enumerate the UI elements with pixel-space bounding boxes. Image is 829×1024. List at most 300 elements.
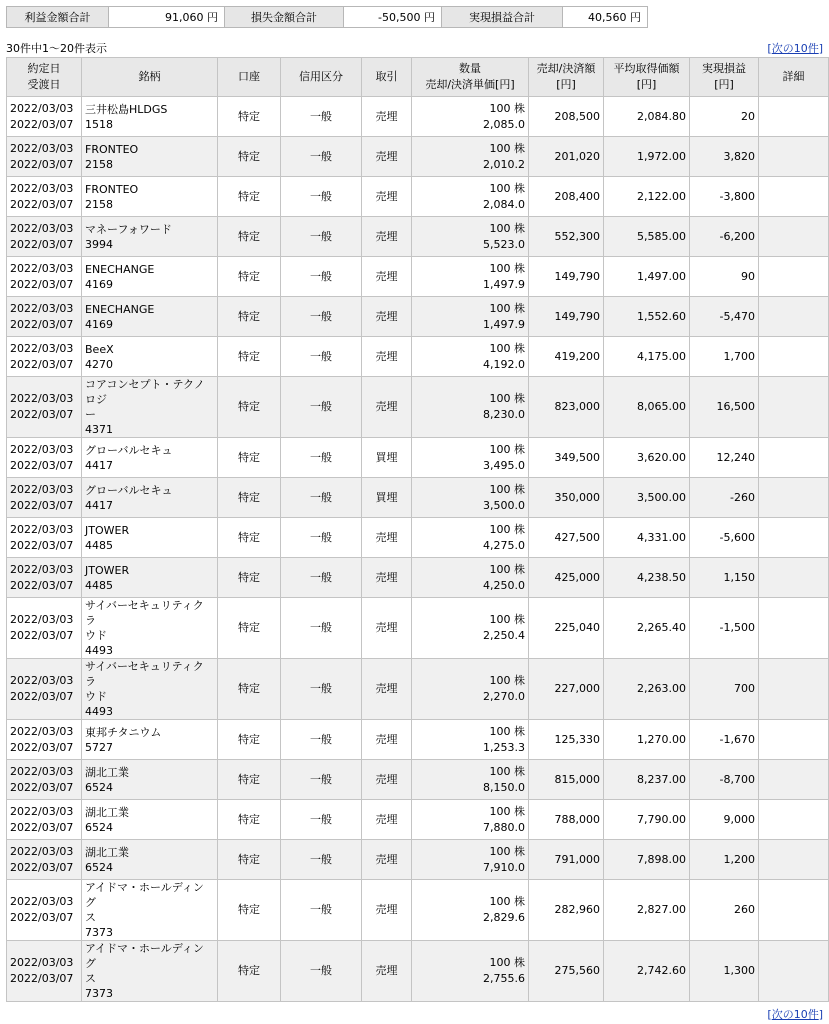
security-name-cell <box>82 720 218 760</box>
header-trade: 取引 <box>362 58 412 97</box>
amount-cell: 225,040 <box>529 598 604 659</box>
amount-cell: 815,000 <box>529 760 604 800</box>
avg-cost-cell: 2,742.60 <box>604 941 690 1002</box>
trade-type-cell: 売埋 <box>362 558 412 598</box>
credit-type-cell: 一般 <box>281 720 362 760</box>
account-cell: 特定 <box>218 438 281 478</box>
avg-cost-cell: 1,497.00 <box>604 257 690 297</box>
detail-cell <box>759 760 829 800</box>
avg-cost-cell: 4,175.00 <box>604 337 690 377</box>
credit-type-cell: 一般 <box>281 377 362 438</box>
unit-price: 4,250.0 <box>483 578 525 592</box>
security-name-line: 湖北工業 <box>85 805 129 819</box>
trade-date: 2022/03/03 <box>10 562 74 576</box>
quantity: 100 株 <box>489 181 525 195</box>
security-name-line: JTOWER <box>85 523 130 537</box>
settle-date: 2022/03/07 <box>10 157 74 171</box>
realized-pl-cell: 9,000 <box>690 800 759 840</box>
qty-price-cell <box>412 840 529 880</box>
account-cell: 特定 <box>218 659 281 720</box>
account-cell: 特定 <box>218 297 281 337</box>
date-cell <box>7 518 82 558</box>
unit-price: 3,495.0 <box>483 458 525 472</box>
settle-date: 2022/03/07 <box>10 780 74 794</box>
realized-pl-cell: -1,670 <box>690 720 759 760</box>
trade-date: 2022/03/03 <box>10 141 74 155</box>
date-cell <box>7 840 82 880</box>
profit-total-label: 利益金額合計 <box>7 7 109 28</box>
quantity: 100 株 <box>489 482 525 496</box>
trade-date: 2022/03/03 <box>10 844 74 858</box>
amount-cell: 788,000 <box>529 800 604 840</box>
security-name-line: マネーフォワード <box>85 222 172 236</box>
qty-price-cell <box>412 941 529 1002</box>
date-cell <box>7 659 82 720</box>
security-name-cell <box>82 438 218 478</box>
security-name-cell <box>82 941 218 1002</box>
security-name-cell <box>82 257 218 297</box>
header-amount-unit: [円] <box>556 78 576 91</box>
qty-price-cell <box>412 137 529 177</box>
realized-pl-cell: 260 <box>690 880 759 941</box>
security-name-line: 4485 <box>85 538 113 552</box>
credit-type-cell: 一般 <box>281 880 362 941</box>
quantity: 100 株 <box>489 895 525 908</box>
security-name-cell <box>82 880 218 941</box>
detail-cell <box>759 297 829 337</box>
realized-pl-cell: 700 <box>690 659 759 720</box>
amount-cell: 227,000 <box>529 659 604 720</box>
credit-type-cell: 一般 <box>281 800 362 840</box>
trade-type-cell: 売埋 <box>362 941 412 1002</box>
security-name-line: 三井松島HLDGS <box>85 102 168 116</box>
detail-cell <box>759 257 829 297</box>
settle-date: 2022/03/07 <box>10 740 74 754</box>
next-page-link-bottom[interactable]: 次の10件 <box>771 1008 819 1021</box>
account-cell: 特定 <box>218 558 281 598</box>
qty-price-cell <box>412 337 529 377</box>
avg-cost-cell: 1,270.00 <box>604 720 690 760</box>
realized-total-value: 40,560 円 <box>563 7 648 28</box>
security-name-line: 4485 <box>85 578 113 592</box>
trade-type-cell: 売埋 <box>362 257 412 297</box>
security-name-cell <box>82 760 218 800</box>
credit-type-cell: 一般 <box>281 217 362 257</box>
date-cell <box>7 438 82 478</box>
detail-cell <box>759 438 829 478</box>
avg-cost-cell: 8,237.00 <box>604 760 690 800</box>
avg-cost-cell: 7,790.00 <box>604 800 690 840</box>
settle-date: 2022/03/07 <box>10 117 74 131</box>
trade-date: 2022/03/03 <box>10 221 74 235</box>
table-row <box>7 438 829 478</box>
unit-price: 2,084.0 <box>483 197 525 211</box>
settle-date: 2022/03/07 <box>10 860 74 874</box>
trade-type-cell: 売埋 <box>362 177 412 217</box>
date-cell <box>7 177 82 217</box>
settle-date: 2022/03/07 <box>10 578 74 592</box>
account-cell: 特定 <box>218 800 281 840</box>
table-row <box>7 518 829 558</box>
qty-price-cell <box>412 377 529 438</box>
detail-cell <box>759 659 829 720</box>
header-pl <box>690 58 759 97</box>
credit-type-cell: 一般 <box>281 558 362 598</box>
trade-date: 2022/03/03 <box>10 101 74 115</box>
avg-cost-cell: 2,827.00 <box>604 880 690 941</box>
realized-pl-cell: -8,700 <box>690 760 759 800</box>
qty-price-cell <box>412 257 529 297</box>
avg-cost-cell: 7,898.00 <box>604 840 690 880</box>
trade-date: 2022/03/03 <box>10 301 74 315</box>
realized-pl-cell: 16,500 <box>690 377 759 438</box>
table-row <box>7 297 829 337</box>
qty-price-cell <box>412 518 529 558</box>
trade-type-cell: 売埋 <box>362 800 412 840</box>
date-cell <box>7 217 82 257</box>
security-name-line: サイバーセキュリティクラ <box>85 660 204 688</box>
unit-price: 2,010.2 <box>483 157 525 171</box>
date-cell <box>7 337 82 377</box>
security-name-line: 湖北工業 <box>85 765 129 779</box>
account-cell: 特定 <box>218 720 281 760</box>
trade-date: 2022/03/03 <box>10 482 74 496</box>
avg-cost-cell: 2,263.00 <box>604 659 690 720</box>
unit-price: 2,829.6 <box>483 911 525 924</box>
settle-date: 2022/03/07 <box>10 408 74 421</box>
trade-type-cell: 売埋 <box>362 720 412 760</box>
realized-pl-cell: -5,600 <box>690 518 759 558</box>
account-cell: 特定 <box>218 840 281 880</box>
security-name-line: 7373 <box>85 926 113 939</box>
quantity: 100 株 <box>489 141 525 155</box>
account-cell: 特定 <box>218 478 281 518</box>
security-name-line: グローバルセキュ <box>85 483 173 497</box>
trade-history-table <box>6 57 829 1002</box>
table-row <box>7 177 829 217</box>
account-cell: 特定 <box>218 177 281 217</box>
date-cell <box>7 137 82 177</box>
trade-type-cell: 買埋 <box>362 438 412 478</box>
trade-date: 2022/03/03 <box>10 522 74 536</box>
avg-cost-cell: 3,500.00 <box>604 478 690 518</box>
trade-type-cell: 売埋 <box>362 377 412 438</box>
trade-date: 2022/03/03 <box>10 724 74 738</box>
unit-price: 4,192.0 <box>483 357 525 371</box>
trade-date: 2022/03/03 <box>10 895 74 908</box>
detail-cell <box>759 337 829 377</box>
qty-price-cell <box>412 880 529 941</box>
unit-price: 7,880.0 <box>483 820 525 834</box>
unit-price: 7,910.0 <box>483 860 525 874</box>
realized-pl-cell: 12,240 <box>690 438 759 478</box>
security-name-cell <box>82 337 218 377</box>
trade-type-cell: 売埋 <box>362 337 412 377</box>
table-row <box>7 137 829 177</box>
unit-price: 8,230.0 <box>483 408 525 421</box>
account-cell: 特定 <box>218 137 281 177</box>
trade-type-cell: 売埋 <box>362 137 412 177</box>
header-account: 口座 <box>218 58 281 97</box>
quantity: 100 株 <box>489 674 525 687</box>
header-avg-unit: [円] <box>636 78 657 91</box>
trade-type-cell: 売埋 <box>362 297 412 337</box>
security-name-line: 6524 <box>85 860 113 874</box>
realized-pl-cell: -1,500 <box>690 598 759 659</box>
trade-date: 2022/03/03 <box>10 442 74 456</box>
header-qty-label: 数量 <box>459 62 481 75</box>
table-row <box>7 558 829 598</box>
security-name-cell <box>82 840 218 880</box>
credit-type-cell: 一般 <box>281 941 362 1002</box>
security-name-line: 2158 <box>85 197 113 211</box>
unit-price: 2,085.0 <box>483 117 525 131</box>
realized-total-label: 実現損益合計 <box>442 7 563 28</box>
realized-pl-cell: 1,300 <box>690 941 759 1002</box>
detail-cell <box>759 598 829 659</box>
amount-cell: 208,500 <box>529 97 604 137</box>
qty-price-cell <box>412 659 529 720</box>
security-name-line: 2158 <box>85 157 113 171</box>
table-header <box>7 58 829 97</box>
amount-cell: 552,300 <box>529 217 604 257</box>
date-cell <box>7 720 82 760</box>
avg-cost-cell: 1,552.60 <box>604 297 690 337</box>
credit-type-cell: 一般 <box>281 257 362 297</box>
account-cell: 特定 <box>218 598 281 659</box>
qty-price-cell <box>412 297 529 337</box>
security-name-cell <box>82 659 218 720</box>
security-name-line: コアコンセプト・テクノロジ <box>85 378 205 406</box>
security-name-line: ス <box>85 911 96 924</box>
security-name-line: アイドマ・ホールディング <box>85 942 204 970</box>
security-name-cell <box>82 558 218 598</box>
security-name-line: 4371 <box>85 423 113 436</box>
credit-type-cell: 一般 <box>281 97 362 137</box>
security-name-line: JTOWER <box>85 563 130 577</box>
settle-date: 2022/03/07 <box>10 458 74 472</box>
avg-cost-cell: 8,065.00 <box>604 377 690 438</box>
settle-date: 2022/03/07 <box>10 498 74 512</box>
qty-price-cell <box>412 177 529 217</box>
trade-type-cell: 売埋 <box>362 217 412 257</box>
security-name-line: 湖北工業 <box>85 845 129 859</box>
avg-cost-cell: 2,265.40 <box>604 598 690 659</box>
trade-type-cell: 売埋 <box>362 880 412 941</box>
security-name-line: 6524 <box>85 820 113 834</box>
avg-cost-cell: 4,331.00 <box>604 518 690 558</box>
table-row <box>7 840 829 880</box>
date-cell <box>7 800 82 840</box>
avg-cost-cell: 4,238.50 <box>604 558 690 598</box>
settle-date: 2022/03/07 <box>10 237 74 251</box>
summary-table <box>6 6 648 28</box>
unit-price: 2,270.0 <box>483 690 525 703</box>
table-row <box>7 337 829 377</box>
qty-price-cell <box>412 558 529 598</box>
security-name-line: アイドマ・ホールディング <box>85 881 204 909</box>
trade-date: 2022/03/03 <box>10 613 74 626</box>
security-name-line: ス <box>85 972 96 985</box>
table-row <box>7 720 829 760</box>
settle-date: 2022/03/07 <box>10 197 74 211</box>
qty-price-cell <box>412 800 529 840</box>
trade-date: 2022/03/03 <box>10 181 74 195</box>
header-dates <box>7 58 82 97</box>
unit-price: 5,523.0 <box>483 237 525 251</box>
header-amount-label: 売却/決済額 <box>536 62 596 75</box>
security-name-line: ENECHANGE <box>85 262 155 276</box>
credit-type-cell: 一般 <box>281 297 362 337</box>
date-cell <box>7 598 82 659</box>
date-cell <box>7 257 82 297</box>
account-cell: 特定 <box>218 377 281 438</box>
amount-cell: 349,500 <box>529 438 604 478</box>
realized-pl-cell: 1,200 <box>690 840 759 880</box>
qty-price-cell <box>412 438 529 478</box>
credit-type-cell: 一般 <box>281 840 362 880</box>
quantity: 100 株 <box>489 844 525 858</box>
trade-date: 2022/03/03 <box>10 261 74 275</box>
security-name-line: 東邦チタニウム <box>85 725 162 739</box>
amount-cell: 791,000 <box>529 840 604 880</box>
amount-cell: 275,560 <box>529 941 604 1002</box>
amount-cell: 427,500 <box>529 518 604 558</box>
detail-cell <box>759 377 829 438</box>
security-name-cell <box>82 598 218 659</box>
trade-date: 2022/03/03 <box>10 674 74 687</box>
trade-date: 2022/03/03 <box>10 956 74 969</box>
header-avg-label: 平均取得価額 <box>613 62 680 75</box>
detail-cell <box>759 518 829 558</box>
pagination-bottom: [次の10件] <box>767 1008 823 1021</box>
quantity: 100 株 <box>489 341 525 355</box>
header-pl-label: 実現損益 <box>702 62 746 75</box>
quantity: 100 株 <box>489 764 525 778</box>
trade-type-cell: 売埋 <box>362 97 412 137</box>
quantity: 100 株 <box>489 956 525 969</box>
header-name: 銘柄 <box>82 58 218 97</box>
profit-total-value: 91,060 円 <box>109 7 225 28</box>
next-page-link-top[interactable]: 次の10件 <box>771 42 819 55</box>
trade-type-cell: 売埋 <box>362 760 412 800</box>
settle-date: 2022/03/07 <box>10 820 74 834</box>
account-cell: 特定 <box>218 760 281 800</box>
quantity: 100 株 <box>489 522 525 536</box>
realized-pl-cell: -260 <box>690 478 759 518</box>
security-name-line: グローバルセキュ <box>85 443 173 457</box>
qty-price-cell <box>412 760 529 800</box>
header-credit: 信用区分 <box>281 58 362 97</box>
credit-type-cell: 一般 <box>281 337 362 377</box>
settle-date: 2022/03/07 <box>10 690 74 703</box>
avg-cost-cell: 2,084.80 <box>604 97 690 137</box>
realized-pl-cell: 1,150 <box>690 558 759 598</box>
credit-type-cell: 一般 <box>281 598 362 659</box>
credit-type-cell: 一般 <box>281 177 362 217</box>
amount-cell: 149,790 <box>529 257 604 297</box>
header-amount <box>529 58 604 97</box>
quantity: 100 株 <box>489 442 525 456</box>
security-name-cell <box>82 478 218 518</box>
loss-total-label: 損失金額合計 <box>225 7 344 28</box>
table-row <box>7 941 829 1002</box>
trade-type-cell: 売埋 <box>362 659 412 720</box>
quantity: 100 株 <box>489 392 525 405</box>
account-cell: 特定 <box>218 880 281 941</box>
detail-cell <box>759 558 829 598</box>
credit-type-cell: 一般 <box>281 438 362 478</box>
unit-price: 1,253.3 <box>483 740 525 754</box>
settle-date: 2022/03/07 <box>10 357 74 371</box>
security-name-line: 4417 <box>85 498 113 512</box>
amount-cell: 425,000 <box>529 558 604 598</box>
settle-date: 2022/03/07 <box>10 911 74 924</box>
trade-date: 2022/03/03 <box>10 804 74 818</box>
avg-cost-cell: 1,972.00 <box>604 137 690 177</box>
security-name-line: 4417 <box>85 458 113 472</box>
security-name-line: ENECHANGE <box>85 302 155 316</box>
table-row <box>7 800 829 840</box>
amount-cell: 208,400 <box>529 177 604 217</box>
account-cell: 特定 <box>218 941 281 1002</box>
security-name-cell <box>82 137 218 177</box>
qty-price-cell <box>412 217 529 257</box>
date-cell <box>7 297 82 337</box>
quantity: 100 株 <box>489 562 525 576</box>
quantity: 100 株 <box>489 221 525 235</box>
settle-date: 2022/03/07 <box>10 538 74 552</box>
table-row <box>7 257 829 297</box>
quantity: 100 株 <box>489 301 525 315</box>
detail-cell <box>759 840 829 880</box>
credit-type-cell: 一般 <box>281 478 362 518</box>
amount-cell: 149,790 <box>529 297 604 337</box>
qty-price-cell <box>412 97 529 137</box>
account-cell: 特定 <box>218 518 281 558</box>
unit-price: 4,275.0 <box>483 538 525 552</box>
amount-cell: 419,200 <box>529 337 604 377</box>
unit-price: 8,150.0 <box>483 780 525 794</box>
security-name-line: FRONTEO <box>85 142 139 156</box>
qty-price-cell <box>412 478 529 518</box>
credit-type-cell: 一般 <box>281 518 362 558</box>
realized-pl-cell: -5,470 <box>690 297 759 337</box>
date-cell <box>7 941 82 1002</box>
header-trade-date: 約定日 <box>27 62 61 75</box>
result-count: 30件中1～20件表示 <box>6 42 107 55</box>
security-name-line: FRONTEO <box>85 182 139 196</box>
avg-cost-cell: 5,585.00 <box>604 217 690 257</box>
table-row <box>7 880 829 941</box>
avg-cost-cell: 2,122.00 <box>604 177 690 217</box>
detail-cell <box>759 478 829 518</box>
security-name-line: 4493 <box>85 705 113 718</box>
security-name-line: 4493 <box>85 644 113 657</box>
security-name-line: 5727 <box>85 740 113 754</box>
trade-type-cell: 売埋 <box>362 598 412 659</box>
trade-type-cell: 売埋 <box>362 840 412 880</box>
quantity: 100 株 <box>489 804 525 818</box>
realized-pl-cell: 20 <box>690 97 759 137</box>
table-row <box>7 598 829 659</box>
security-name-line: ウド <box>85 629 107 642</box>
quantity: 100 株 <box>489 613 525 626</box>
quantity: 100 株 <box>489 724 525 738</box>
unit-price: 2,755.6 <box>483 972 525 985</box>
date-cell <box>7 97 82 137</box>
realized-pl-cell: -6,200 <box>690 217 759 257</box>
